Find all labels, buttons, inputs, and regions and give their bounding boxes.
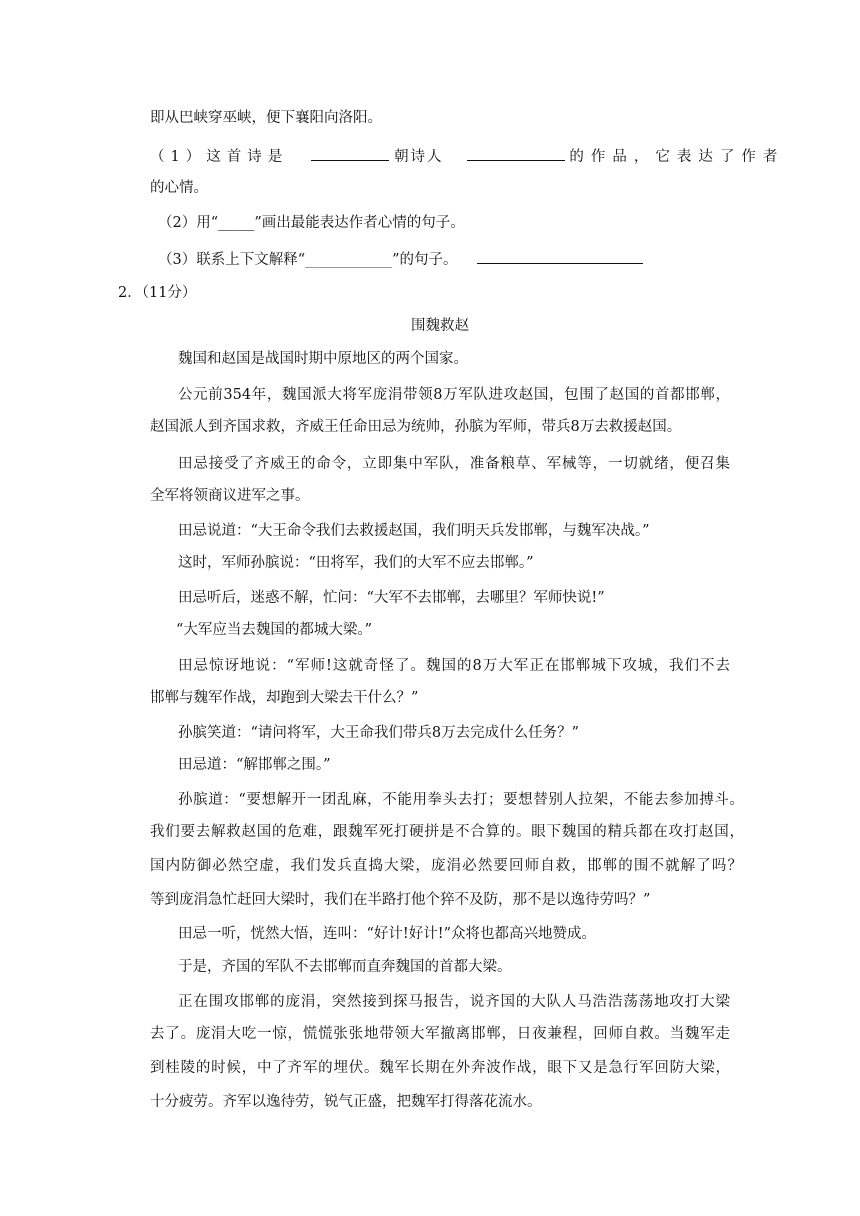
paragraph-9: 孙膑笑道：“请问将军，大王命我们带兵8万去完成什么任务？” <box>178 725 580 741</box>
question-3-quote-blank: ____________ <box>305 252 393 268</box>
answer-blank-poet[interactable] <box>467 144 565 161</box>
paragraph-1: 魏国和赵国是战国时期中原地区的两个国家。 <box>178 351 468 367</box>
question-2-prefix: （2）用“ <box>158 215 219 231</box>
paragraph-4: 田忌说道：“大王命令我们去救援赵国，我们明天兵发邯郸，与魏军决战。” <box>178 523 650 539</box>
paragraph-14-line-4: 十分疲劳。齐军以逸待劳，锐气正盛，把魏军打得落花流水。 <box>150 1094 542 1110</box>
paragraph-14-line-2: 去了。庞涓大吃一惊，慌慌张张地带领大军撤离邯郸，日夜兼程，回师自救。当魏军走 <box>150 1026 730 1042</box>
paragraph-3-line-2: 全军将领商议进军之事。 <box>150 488 310 504</box>
question-1-part-c: 的作品，它表达了作者 <box>569 149 785 165</box>
question-1-part-a: （1）这首诗是 <box>150 149 289 165</box>
paragraph-2-line-2: 赵国派人到齐国求救，齐威王任命田忌为统帅，孙膑为军师，带兵8万去救援赵国。 <box>150 419 682 435</box>
paragraph-13: 于是，齐国的军队不去邯郸而直奔魏国的首都大梁。 <box>178 959 512 975</box>
paragraph-6: 田忌听后，迷惑不解，忙问：“大军不去邯郸，去哪里？军师快说!” <box>178 590 605 606</box>
question-2-suffix: ”画出最能表达作者心情的句子。 <box>254 215 465 231</box>
section-2-heading: 2．（11分） <box>118 285 197 301</box>
paragraph-7: “大军应当去魏国的都城大梁。” <box>176 622 373 638</box>
question-3-prefix: （3）联系上下文解释“ <box>158 252 306 268</box>
paragraph-12: 田忌一听，恍然大悟，连叫：“好计!好计!”众将也都高兴地赞成。 <box>178 926 596 942</box>
paragraph-10: 田忌道：“解邯郸之围。” <box>178 757 331 773</box>
question-3 <box>158 247 643 270</box>
question-1 <box>150 144 785 167</box>
question-1-line2: 的心情。 <box>150 180 208 196</box>
paragraph-11-line-2: 我们要去解救赵国的危难，跟魏军死打硬拼是不合算的。眼下魏国的精兵都在攻打赵国， <box>150 824 744 840</box>
paragraph-14-line-3: 到桂陵的时候，中了齐军的埋伏。魏军长期在外奔波作战，眼下又是急行军回防大梁， <box>150 1060 730 1076</box>
poem-line: 即从巴峡穿巫峡，便下襄阳向洛阳。 <box>150 110 382 126</box>
passage-title: 围魏救赵 <box>411 318 469 334</box>
paragraph-8-line-1: 田忌惊讶地说：“军师!这就奇怪了。魏国的8万大军正在邯郸城下攻城，我们不去 <box>178 658 730 674</box>
question-1-continuation <box>150 178 208 198</box>
question-2-underline-marker: _____ <box>218 215 255 231</box>
paragraph-11-line-3: 国内防御必然空虚，我们发兵直捣大梁，庞涓必然要回师自救，邯郸的围不就解了吗？ <box>150 858 742 874</box>
paragraph-8-line-2: 邯郸与魏军作战，却跑到大梁去干什么？” <box>150 690 419 706</box>
paragraph-2-line-1: 公元前354年，魏国派大将军庞涓带领8万军队进攻赵国，包围了赵国的首都邯郸， <box>178 387 730 403</box>
question-2 <box>158 213 465 233</box>
answer-blank-dynasty[interactable] <box>311 144 389 161</box>
paragraph-5: 这时，军师孙膑说：“田将军，我们的大军不应去邯郸。” <box>178 555 534 571</box>
paragraph-14-line-1: 正在围攻邯郸的庞涓，突然接到探马报告，说齐国的大队人马浩浩荡荡地攻打大梁 <box>178 994 730 1010</box>
answer-blank-explanation[interactable] <box>477 247 643 264</box>
paragraph-11-line-1: 孙膑道：“要想解开一团乱麻，不能用拳头去打；要想替别人拉架，不能去参加搏斗。 <box>178 792 744 808</box>
question-3-suffix: ”的句子。 <box>392 252 458 268</box>
question-1-part-b: 朝诗人 <box>394 149 444 165</box>
paragraph-11-line-4: 等到庞涓急忙赶回大梁时，我们在半路打他个猝不及防，那不是以逸待劳吗？” <box>150 892 651 908</box>
paragraph-3-line-1: 田忌接受了齐威王的命令，立即集中军队，准备粮草、军械等，一切就绪，便召集 <box>178 456 730 472</box>
